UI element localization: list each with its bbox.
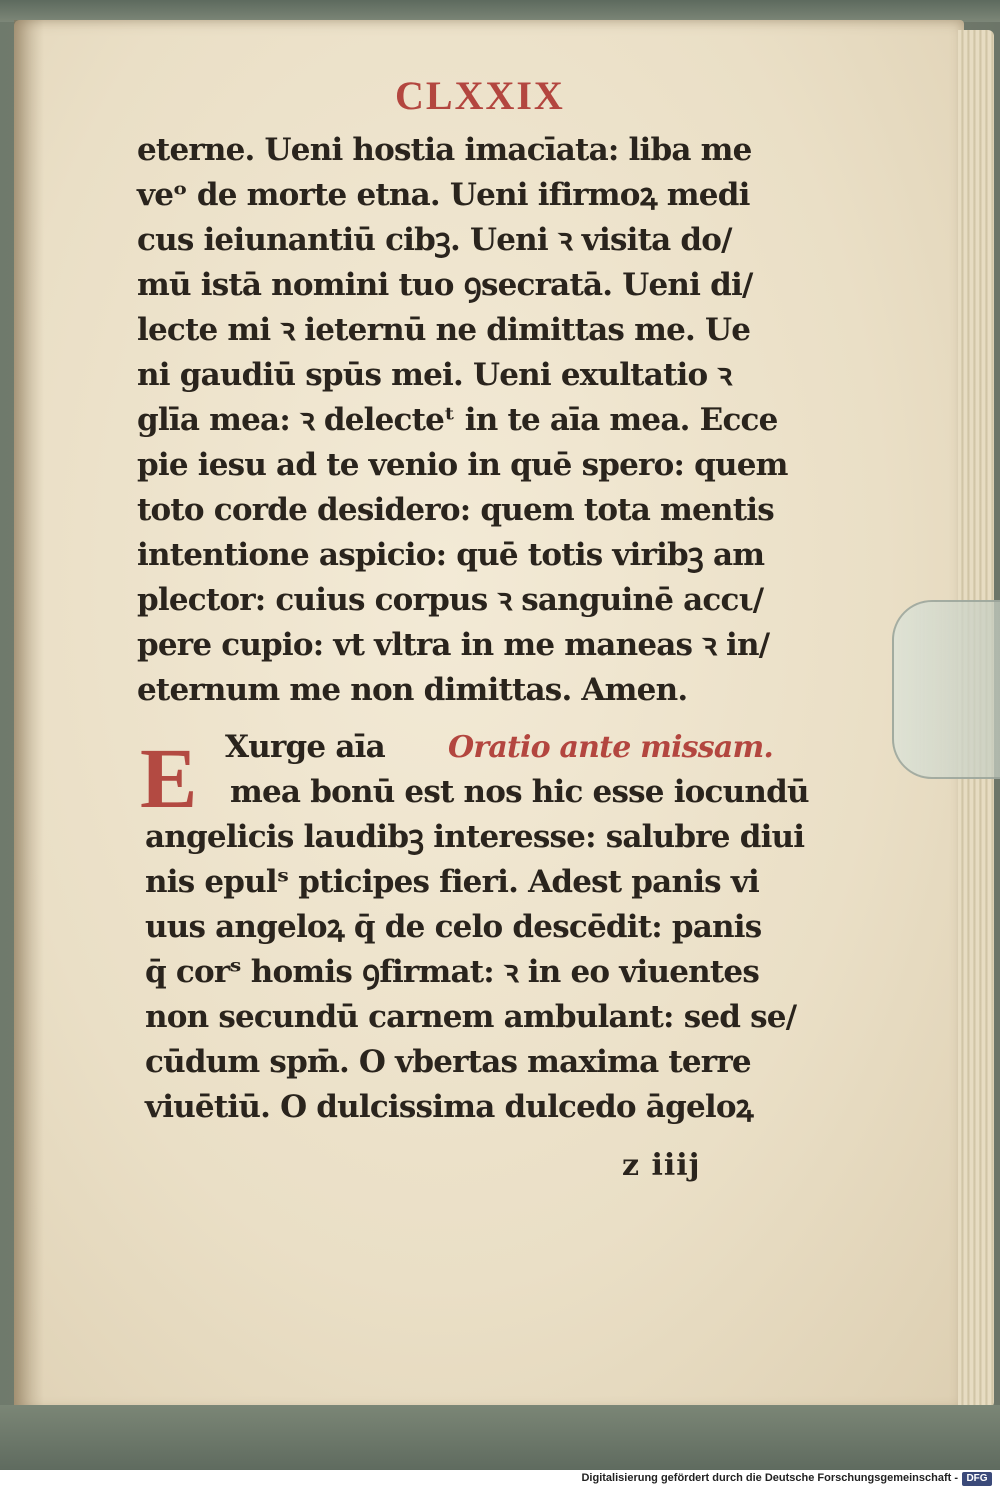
text-line: cus ieiunantiū cibꝫ. Ueni ꝛ visita do/ — [137, 222, 732, 258]
text-line: glīa mea: ꝛ delecteᵗ in te aīa mea. Ecce — [137, 402, 778, 438]
dfg-logo: DFG — [962, 1472, 992, 1486]
binding-board-top — [0, 0, 1000, 22]
text-block-top — [137, 128, 827, 713]
text-line: toto corde desidero: quem tota mentis — [137, 492, 774, 528]
funding-credit: Digitalisierung gefördert durch die Deutsche Forschungsgemeinschaft - — [581, 1472, 958, 1484]
text-line: ni gaudiū spūs mei. Ueni exultatio ꝛ — [137, 357, 732, 393]
glass-weight-clasp — [892, 600, 1000, 779]
text-line: veᵒ de morte etna. Ueni ifirmoꝝ medi — [137, 177, 750, 213]
text-line: viuētiū. O dulcissima dulcedo āgeloꝝ — [145, 1089, 753, 1125]
page-gutter — [14, 20, 44, 1412]
text-line: pere cupio: vt vltra in me maneas ꝛ in/ — [137, 627, 770, 663]
text-line: eternum me non dimittas. Amen. — [137, 672, 688, 708]
text-block-bottom — [145, 770, 835, 1130]
footer-bar — [0, 1470, 1000, 1489]
folio-number: CLXXIX — [395, 73, 565, 118]
red-initial-letter: E — [140, 730, 198, 826]
prayer-first-line: Xurge aīa — [225, 729, 385, 765]
text-line: intentione aspicio: quē totis viribꝫ am — [137, 537, 765, 573]
binding-board-bottom — [0, 1405, 1000, 1470]
text-line: cūdum spm̄. O vbertas maxima terre — [145, 1044, 751, 1080]
text-line: eterne. Ueni hostia imacīata: liba me — [137, 132, 752, 168]
text-line: uus angeloꝝ q̄ de celo descēdit: panis — [145, 909, 762, 945]
text-line: pie iesu ad te venio in quē spero: quem — [137, 447, 788, 483]
text-line: q̄ corˢ homis ꝯfirmat: ꝛ in eo viuentes — [145, 954, 759, 990]
text-line: non secundū carnem ambulant: sed se/ — [145, 999, 797, 1035]
text-line: angelicis laudibꝫ interesse: salubre diui — [145, 819, 805, 855]
text-line: mū istā nomini tuo ꝯsecratā. Ueni di/ — [137, 267, 753, 303]
signature-mark: z iiij — [622, 1148, 701, 1183]
text-line: lecte mi ꝛ ieternū ne dimittas me. Ue — [137, 312, 751, 348]
text-line: nis epulˢ pticipes fieri. Adest panis vi — [145, 864, 760, 900]
rubric-heading: Oratio ante missam. — [448, 730, 774, 765]
text-line: plector: cuius corpus ꝛ sanguinē accι/ — [137, 582, 764, 618]
text-line: mea bonū est nos hic esse iocundū — [230, 774, 809, 810]
